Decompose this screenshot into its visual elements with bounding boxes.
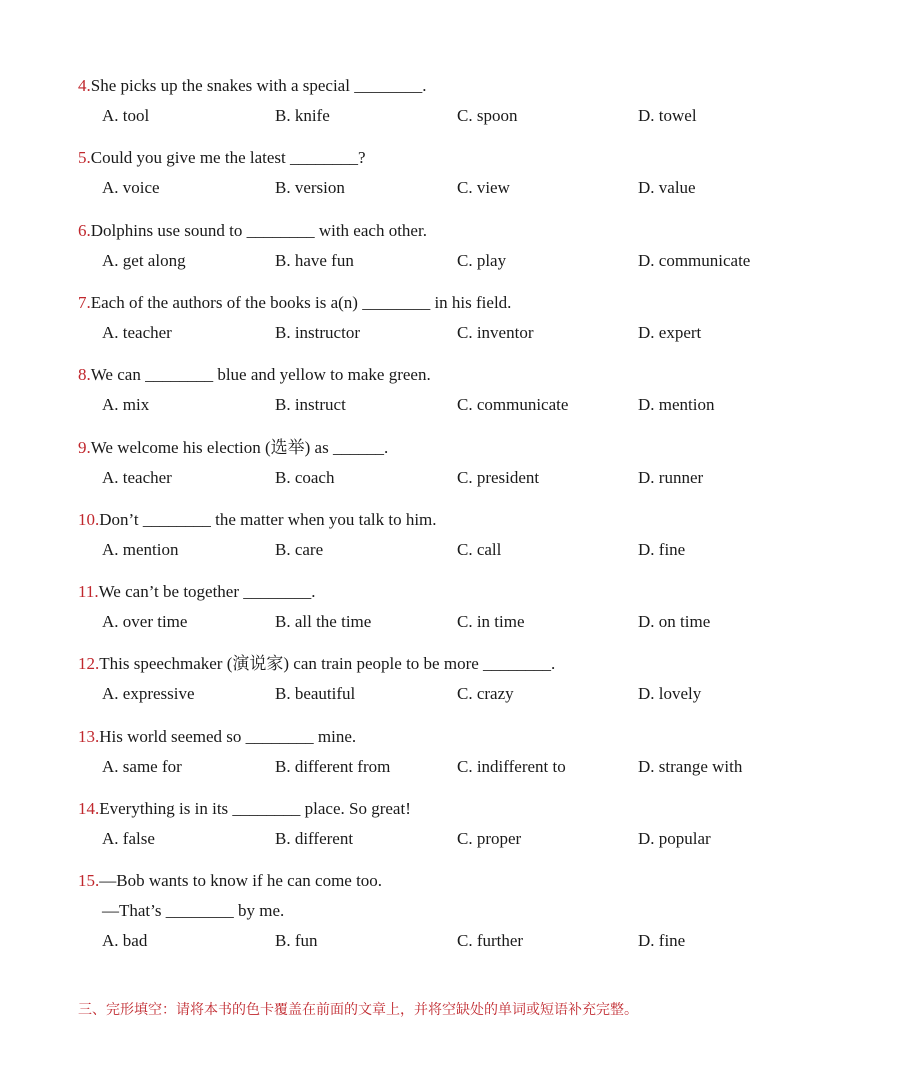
option-a: A. same for xyxy=(102,756,182,776)
question-stem xyxy=(78,798,411,820)
question-number: 6. xyxy=(78,220,91,240)
option-a: A. expressive xyxy=(102,684,195,704)
option-d: D. popular xyxy=(638,829,711,848)
option-b: B. different xyxy=(275,829,354,848)
option-d: D. communicate xyxy=(638,250,751,270)
question-text: She picks up the snakes with a special ________. xyxy=(90,76,427,95)
option-a: A. get along xyxy=(102,250,186,270)
option-c: C. play xyxy=(457,250,507,270)
option-b: B. care xyxy=(275,539,324,559)
option-c: C. in time xyxy=(457,612,525,632)
option-b: B. have fun xyxy=(275,250,354,270)
question-number: 4. xyxy=(78,76,91,95)
option-a: A. teacher xyxy=(102,322,172,342)
option-b: B. version xyxy=(275,178,345,198)
option-d: D. value xyxy=(638,178,696,198)
option-row xyxy=(0,930,900,952)
option-b: B. instruct xyxy=(275,395,346,415)
option-d: D. strange with xyxy=(638,756,743,776)
question-stem xyxy=(78,364,431,386)
question-stem xyxy=(78,726,356,748)
option-d: D. towel xyxy=(638,106,697,125)
question-stem xyxy=(78,509,437,531)
question-text: Don’t ________ the matter when you talk to him. xyxy=(99,509,437,529)
question-text: Everything is in its ________ place. So great! xyxy=(99,799,411,818)
option-c: C. communicate xyxy=(457,395,569,415)
option-row xyxy=(0,539,900,561)
option-row xyxy=(0,683,900,705)
option-d: D. expert xyxy=(638,322,702,342)
question-text: Dolphins use sound to ________ with each other. xyxy=(90,220,427,240)
question-number: 7. xyxy=(78,292,91,312)
question-stem xyxy=(78,581,316,603)
option-a: A. voice xyxy=(102,178,160,198)
option-a: A. teacher xyxy=(102,467,172,487)
question-text: His world seemed so ________ mine. xyxy=(99,726,357,746)
option-c: C. president xyxy=(457,467,540,487)
option-row xyxy=(0,756,900,778)
question-number: 13. xyxy=(78,726,100,746)
question-number: 10. xyxy=(78,509,100,529)
option-b: B. instructor xyxy=(275,322,360,342)
option-b: B. different from xyxy=(275,756,391,776)
option-a: A. mention xyxy=(102,539,179,559)
option-a: A. tool xyxy=(102,106,150,125)
option-c: C. spoon xyxy=(457,106,518,125)
option-c: C. indifferent to xyxy=(457,756,566,776)
question-text: We welcome his election (选举) as ______. xyxy=(90,437,389,457)
option-d: D. mention xyxy=(638,395,715,415)
option-c: C. proper xyxy=(457,829,522,848)
question-text: Each of the authors of the books is a(n) ________ in his field. xyxy=(90,292,512,312)
question-number: 5. xyxy=(78,148,91,168)
question-text: —Bob wants to know if he can come too. xyxy=(99,871,383,891)
option-a: A. over time xyxy=(102,612,188,632)
question-number: 11. xyxy=(78,582,99,602)
question-stem xyxy=(78,147,366,169)
question-text: We can’t be together ________. xyxy=(98,582,316,602)
option-c: C. crazy xyxy=(457,684,514,704)
question-stem xyxy=(78,653,555,675)
question-stem xyxy=(78,292,511,314)
question-text: We can ________ blue and yellow to make green. xyxy=(90,365,431,385)
option-c: C. call xyxy=(457,539,502,559)
question-stem-continued xyxy=(102,900,284,922)
option-row xyxy=(0,177,900,199)
option-d: D. fine xyxy=(638,931,686,951)
option-b: B. fun xyxy=(275,931,318,951)
option-row xyxy=(0,467,900,489)
option-d: D. runner xyxy=(638,467,704,487)
option-b: B. beautiful xyxy=(275,684,356,704)
option-d: D. on time xyxy=(638,612,711,632)
question-stem xyxy=(78,220,427,242)
option-c: C. further xyxy=(457,931,524,951)
option-a: A. bad xyxy=(102,931,148,951)
option-b: B. all the time xyxy=(275,612,372,632)
option-c: C. inventor xyxy=(457,322,534,342)
option-row xyxy=(0,611,900,633)
option-a: A. mix xyxy=(102,395,150,415)
option-row xyxy=(0,250,900,272)
question-number: 8. xyxy=(78,365,91,385)
option-d: D. fine xyxy=(638,539,686,559)
option-a: A. false xyxy=(102,829,155,848)
question-stem xyxy=(78,75,426,97)
question-number: 15. xyxy=(78,871,100,891)
option-d: D. lovely xyxy=(638,684,702,704)
option-row xyxy=(0,105,900,127)
option-b: B. knife xyxy=(275,106,330,125)
section-heading: 三、完形填空：请将本书的色卡覆盖在前面的文章上，并将空缺处的单词或短语补充完整。 xyxy=(78,1002,638,1018)
question-number: 12. xyxy=(78,654,100,674)
option-b: B. coach xyxy=(275,467,335,487)
option-c: C. view xyxy=(457,178,510,198)
option-row xyxy=(0,394,900,416)
question-number: 9. xyxy=(78,437,91,457)
question-number: 14. xyxy=(78,799,100,818)
question-text: Could you give me the latest ________? xyxy=(90,148,366,168)
option-row xyxy=(0,828,900,850)
question-text: This speechmaker (演说家) can train people to be more ________. xyxy=(99,654,556,674)
option-row xyxy=(0,322,900,344)
question-stem xyxy=(78,437,388,459)
question-stem xyxy=(78,870,382,892)
question-text: —That’s ________ by me. xyxy=(102,901,285,921)
